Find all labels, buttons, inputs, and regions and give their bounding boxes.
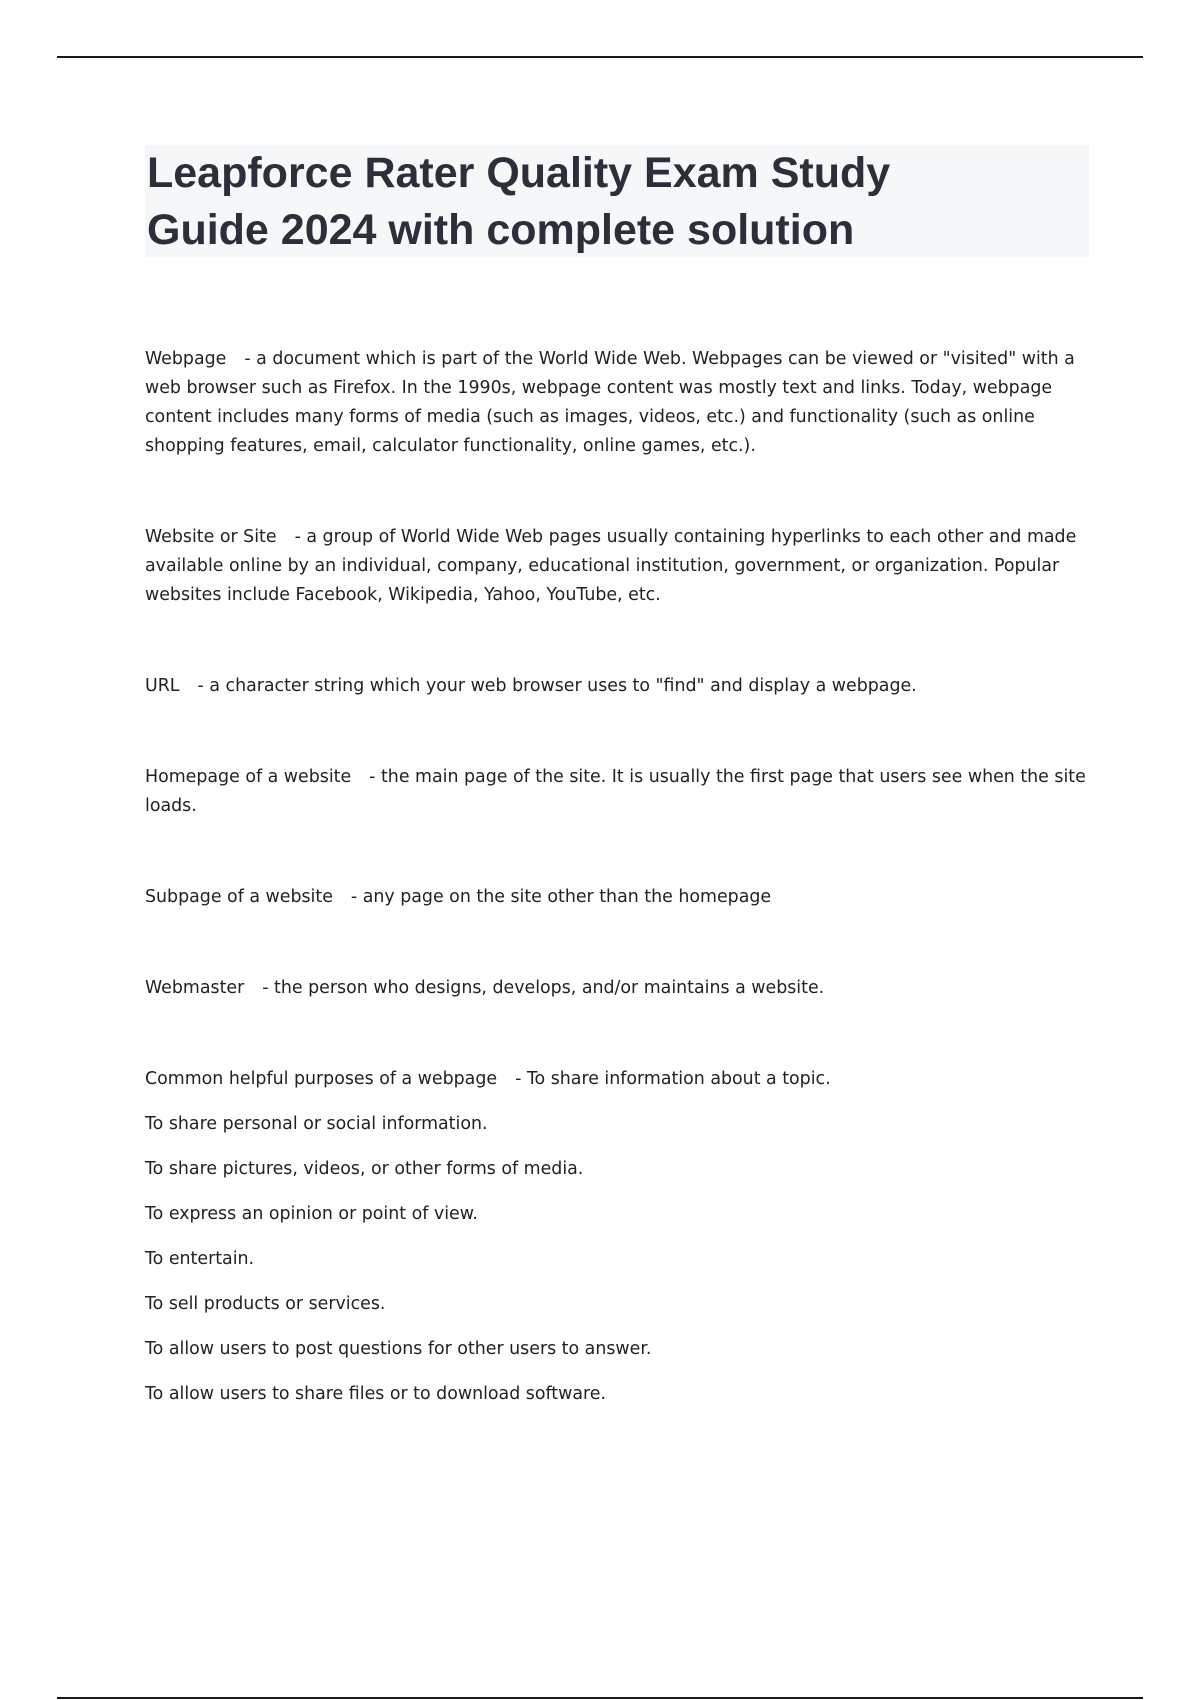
entry-purposes <box>145 1065 1089 1110</box>
document-title <box>145 145 1089 259</box>
purpose-item: To share pictures, videos, or other forms of media. <box>145 1159 584 1179</box>
title-line-2: Guide 2024 with complete solution <box>147 206 855 254</box>
entry-definition: - a character string which your web browser uses to "find" and display a webpage. <box>197 676 917 696</box>
purpose-item: To allow users to share files or to download software. <box>145 1384 606 1404</box>
purpose-item: To share personal or social information. <box>145 1114 488 1134</box>
title-line-1: Leapforce Rater Quality Exam Study <box>147 149 891 197</box>
entry-url <box>145 672 1089 701</box>
entry-term: Website or Site <box>145 527 277 547</box>
entry-homepage <box>145 763 1089 821</box>
top-rule <box>57 56 1143 58</box>
entry-subpage <box>145 883 1089 912</box>
purpose-item: To entertain. <box>145 1249 255 1269</box>
entry-webmaster <box>145 974 1089 1003</box>
purpose-item: To allow users to post questions for other users to answer. <box>145 1339 652 1359</box>
entry-definition: - To share information about a topic. <box>515 1069 831 1089</box>
title-block <box>145 145 1089 257</box>
entry-term: Subpage of a website <box>145 887 333 907</box>
entry-term: URL <box>145 676 180 696</box>
entry-definition: - a group of World Wide Web pages usually containing hyperlinks to each other and made available online by an individual, company, educational institution, government, or organization. Popular websites include Facebook, Wikipedia, Yahoo, YouTube, etc. <box>145 527 1077 605</box>
entry-definition: - the main page of the site. It is usually the first page that users see when the site loads. <box>145 767 1086 816</box>
purpose-item: To express an opinion or point of view. <box>145 1204 478 1224</box>
purpose-item: To sell products or services. <box>145 1294 386 1314</box>
entry-webpage <box>145 345 1089 461</box>
entry-term: Common helpful purposes of a webpage <box>145 1069 498 1089</box>
entry-term: Homepage of a website <box>145 767 352 787</box>
entry-website <box>145 523 1089 610</box>
document-body <box>145 345 1089 1425</box>
bottom-rule <box>57 1697 1143 1699</box>
entry-definition: - any page on the site other than the homepage <box>350 887 772 907</box>
entry-term: Webmaster <box>145 978 245 998</box>
entry-definition: - the person who designs, develops, and/or maintains a website. <box>262 978 825 998</box>
entry-definition: - a document which is part of the World Wide Web. Webpages can be viewed or "visited" with a web browser such as Firefox. In the 1990s, webpage content was mostly text and links. Today, webpage content includes many forms of media (such as images, videos, etc.) and functionality (such as online shopping features, email, calculator functionality, online games, etc.). <box>145 349 1075 456</box>
entry-term: Webpage <box>145 349 227 369</box>
